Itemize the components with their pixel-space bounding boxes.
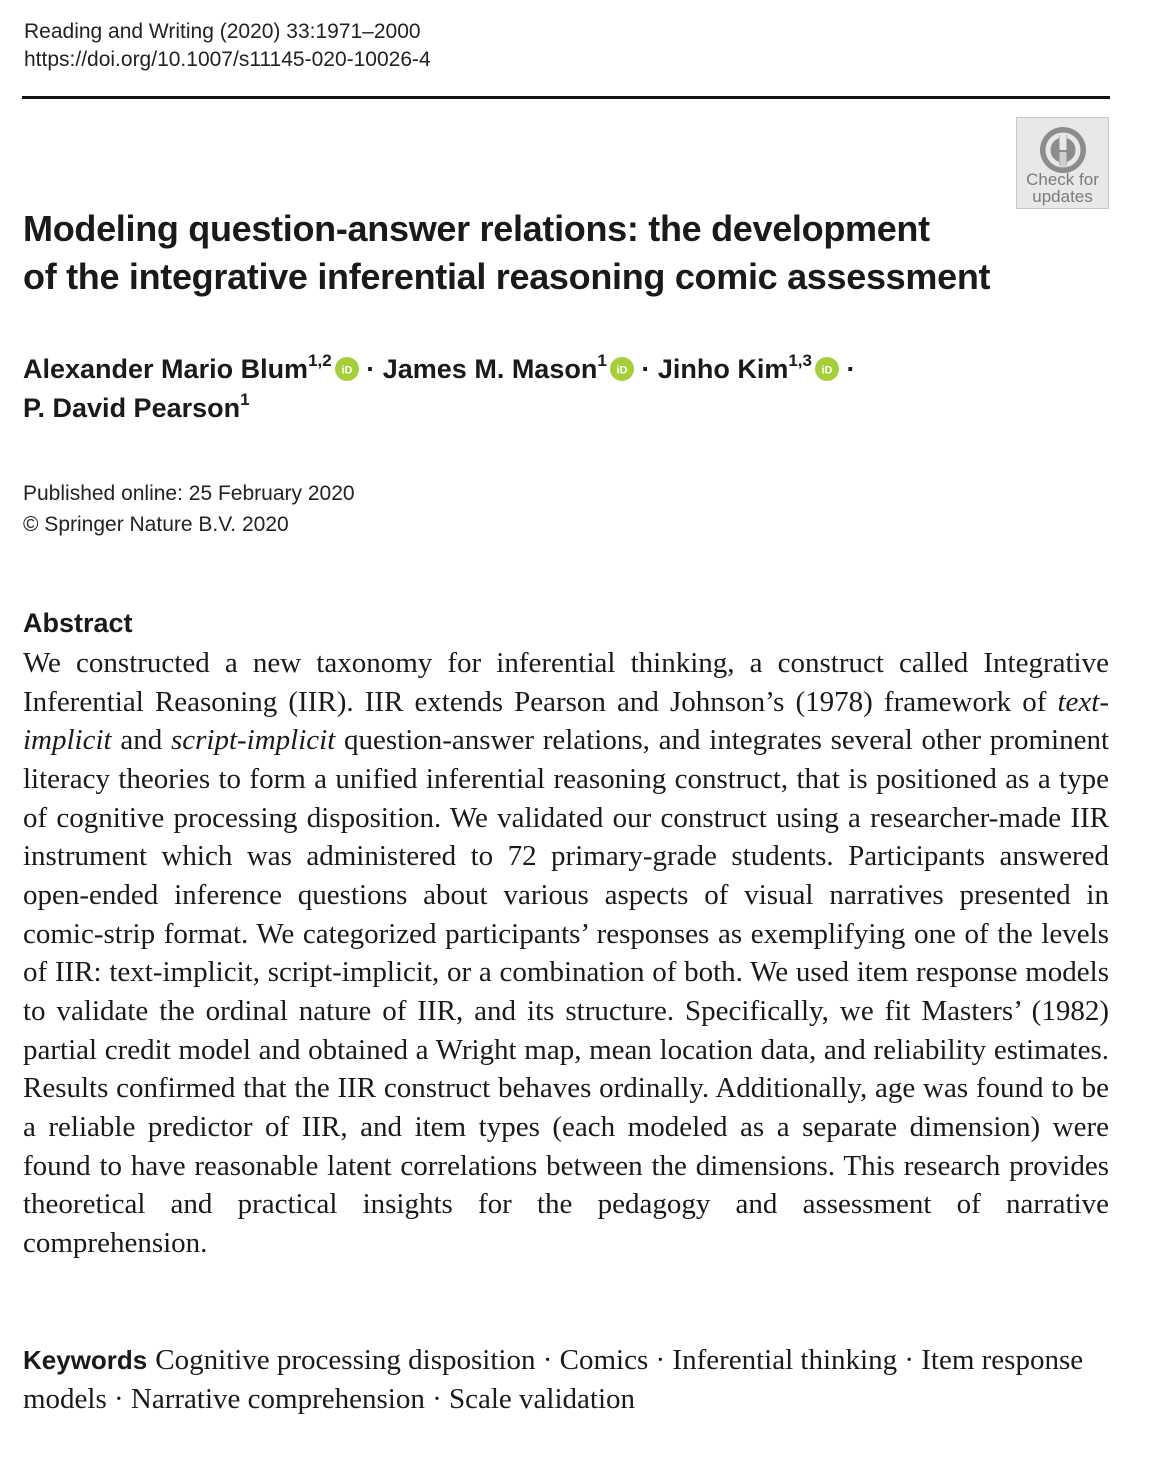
affiliation-marker: 1,2 — [308, 351, 332, 370]
journal-citation: Reading and Writing (2020) 33:1971–2000 — [24, 20, 421, 43]
header-rule — [22, 96, 1110, 99]
check-for-updates-badge[interactable] — [1016, 117, 1109, 209]
abstract-body: We constructed a new taxonomy for inferential thinking, a construct called Integrative Inferential Reasoning (IIR). IIR extends Pearson and Johnson’s (1978) framework of text-implicit and script-implicit question-answer relations, and integrates several other prominent literacy theories to form a unified inferential reasoning construct, that is positioned as a type of cognitive processing disposition. We validated our construct using a researcher-made IIR instrument which was administered to 72 primary-grade students. Participants answered open-ended inference questions about various aspects of visual narratives presented in comic-strip format. We categorized participants’ responses as exemplifying one of the levels of IIR: text-implicit, script-implicit, or a combination of both. We used item response models to validate the ordinal nature of IIR, and its structure. Specifically, we fit Masters’ (1982) partial credit model and obtained a Wright map, mean location data, and reliability estimates. Results confirmed that the IIR construct behaves ordinally. Additionally, age was found to be a reliable predictor of IIR, and item types (each modeled as a separate dimension) were found to have reasonable latent correlations between the dimensions. This research provides theoretical and practical insights for the pedagogy and assessment of narrative comprehension. — [23, 647, 1109, 1259]
orcid-icon[interactable] — [815, 357, 839, 381]
affiliation-marker: 1 — [597, 351, 607, 370]
abstract-heading: Abstract — [23, 608, 133, 638]
emphasis-script-implicit: script-implicit — [170, 724, 336, 757]
affiliation-marker: 1 — [240, 390, 250, 409]
keywords-label: Keywords — [23, 1345, 148, 1375]
author-name[interactable]: Jinho Kim — [657, 354, 789, 384]
article-title — [23, 205, 1023, 301]
author-separator: · — [846, 354, 856, 384]
orcid-icon[interactable] — [610, 357, 634, 381]
journal-header — [24, 18, 431, 74]
affiliation-marker: 1,3 — [788, 351, 812, 370]
emphasis-text-implicit: text-implicit — [23, 685, 1109, 757]
copyright-notice: © Springer Nature B.V. 2020 — [23, 513, 289, 536]
keywords — [23, 1341, 1109, 1418]
author-name[interactable]: P. David Pearson — [23, 393, 241, 423]
svg-text:iD: iD — [341, 364, 353, 377]
check-for-updates-label: Check for updates — [1026, 170, 1099, 206]
crossmark-icon — [1038, 125, 1088, 175]
author-list — [23, 350, 1083, 428]
author-separator: · — [366, 354, 376, 384]
svg-text:iD: iD — [616, 364, 628, 377]
title-line-2: of the integrative inferential reasoning comic assessment — [23, 256, 991, 297]
keywords-list: Cognitive processing disposition · Comics · Inferential thinking · Item response models · Narrative comprehension · Scale validation — [23, 1344, 1084, 1415]
publication-info — [23, 478, 355, 540]
doi-link[interactable]: https://doi.org/10.1007/s11145-020-10026-4 — [24, 48, 431, 71]
title-line-1: Modeling question-answer relations: the development — [23, 208, 930, 249]
published-date: Published online: 25 February 2020 — [23, 482, 355, 505]
author-name[interactable]: James M. Mason — [382, 354, 598, 384]
svg-text:iD: iD — [821, 364, 833, 377]
author-name[interactable]: Alexander Mario Blum — [23, 354, 309, 384]
orcid-icon[interactable] — [335, 357, 359, 381]
author-separator: · — [641, 354, 651, 384]
